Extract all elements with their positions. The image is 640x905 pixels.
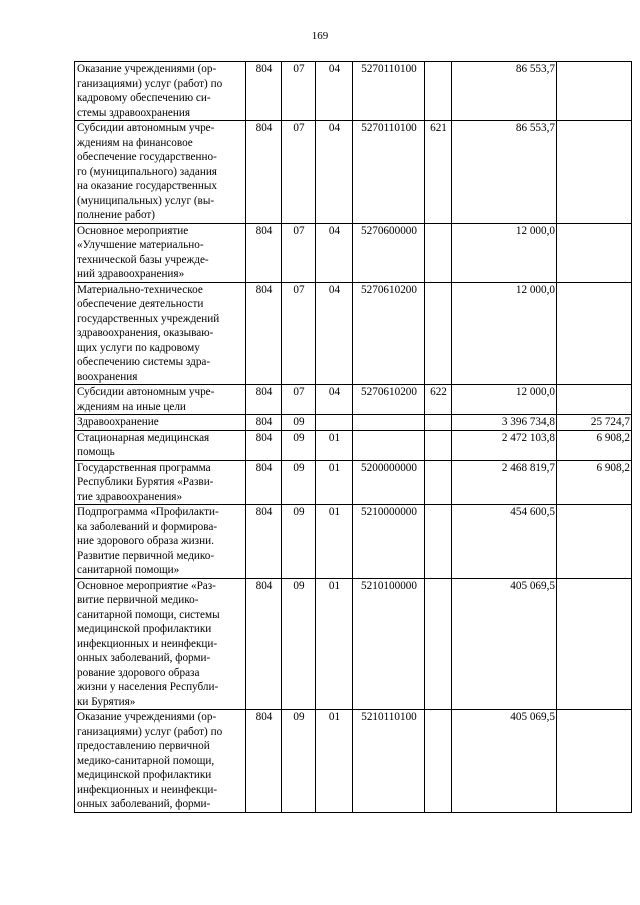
amount-value: 12 000,0 xyxy=(452,223,557,282)
section-code: 09 xyxy=(282,415,316,431)
subvention-amount-value xyxy=(557,505,632,579)
ministry-code: 804 xyxy=(246,578,282,710)
target-article-code xyxy=(353,415,425,431)
target-article-code: 5210100000 xyxy=(353,578,425,710)
section-code: 09 xyxy=(282,710,316,813)
section-code: 07 xyxy=(282,385,316,415)
target-article-code: 5200000000 xyxy=(353,460,425,505)
ministry-code: 804 xyxy=(246,62,282,121)
table-body xyxy=(75,62,632,813)
subsection-code xyxy=(316,415,353,431)
table-row xyxy=(75,282,632,385)
table-row xyxy=(75,505,632,579)
subvention-amount-value xyxy=(557,710,632,813)
amount-value: 86 553,7 xyxy=(452,62,557,121)
amount-value: 405 069,5 xyxy=(452,578,557,710)
section-code: 09 xyxy=(282,460,316,505)
item-name: Оказание учреждениями (ор- ганизациями) услуг (работ) по предоставлению первичной медико-санитарной помощи, медицинской профилактики инфекционных и неинфекци- онных заболеваний, форми- xyxy=(75,710,246,813)
subsection-code: 04 xyxy=(316,121,353,224)
ministry-code: 804 xyxy=(246,282,282,385)
section-code: 09 xyxy=(282,578,316,710)
expense-type-code xyxy=(425,578,452,710)
subsection-code: 04 xyxy=(316,385,353,415)
subvention-amount-value: 25 724,7 xyxy=(557,415,632,431)
section-code: 07 xyxy=(282,121,316,224)
item-name: Здравоохранение xyxy=(75,415,246,431)
section-code: 09 xyxy=(282,505,316,579)
page-number: 169 xyxy=(311,30,329,42)
target-article-code: 5270110100 xyxy=(353,121,425,224)
item-name: Материально-техническое обеспечение деятельности государственных учреждений здравоохранения, оказываю- щих услуги по кадровому обеспечению системы здра- воохранения xyxy=(75,282,246,385)
item-name: Субсидии автономным учре- ждениям на иные цели xyxy=(75,385,246,415)
expense-type-code: 622 xyxy=(425,385,452,415)
table-row xyxy=(75,710,632,813)
table-row xyxy=(75,62,632,121)
section-code: 07 xyxy=(282,282,316,385)
item-name: Государственная программа Республики Бурятия «Разви- тие здравоохранения» xyxy=(75,460,246,505)
amount-value: 2 472 103,8 xyxy=(452,430,557,460)
expense-type-code xyxy=(425,460,452,505)
expense-type-code xyxy=(425,282,452,385)
target-article-code: 5270600000 xyxy=(353,223,425,282)
subsection-code: 01 xyxy=(316,710,353,813)
section-code: 09 xyxy=(282,430,316,460)
expense-type-code xyxy=(425,430,452,460)
table-row xyxy=(75,385,632,415)
subvention-amount-value xyxy=(557,282,632,385)
subsection-code: 04 xyxy=(316,62,353,121)
amount-value: 3 396 734,8 xyxy=(452,415,557,431)
table-row xyxy=(75,578,632,710)
expense-type-code xyxy=(425,62,452,121)
expense-type-code xyxy=(425,710,452,813)
subvention-amount-value xyxy=(557,62,632,121)
subvention-amount-value: 6 908,2 xyxy=(557,430,632,460)
table-row xyxy=(75,430,632,460)
target-article-code: 5270110100 xyxy=(353,62,425,121)
item-name: Субсидии автономным учре- ждениям на финансовое обеспечение государственно- го (муниципального) задания на оказание государственных (муниципальных) услуг (вы- полнение работ) xyxy=(75,121,246,224)
target-article-code: 5210000000 xyxy=(353,505,425,579)
item-name: Подпрограмма «Профилакти- ка заболеваний и формирова- ние здорового образа жизни. Развитие первичной медико- санитарной помощи» xyxy=(75,505,246,579)
target-article-code: 5270610200 xyxy=(353,282,425,385)
budget-table xyxy=(74,61,632,813)
table-row xyxy=(75,121,632,224)
subvention-amount-value xyxy=(557,121,632,224)
subsection-code: 01 xyxy=(316,430,353,460)
ministry-code: 804 xyxy=(246,460,282,505)
subvention-amount-value xyxy=(557,223,632,282)
item-name: Оказание учреждениями (ор- ганизациями) услуг (работ) по кадровому обеспечению си- стемы здравоохранения xyxy=(75,62,246,121)
amount-value: 12 000,0 xyxy=(452,385,557,415)
subvention-amount-value: 6 908,2 xyxy=(557,460,632,505)
table-row xyxy=(75,223,632,282)
amount-value: 405 069,5 xyxy=(452,710,557,813)
subvention-amount-value xyxy=(557,385,632,415)
section-code: 07 xyxy=(282,223,316,282)
amount-value: 12 000,0 xyxy=(452,282,557,385)
expense-type-code xyxy=(425,223,452,282)
amount-value: 2 468 819,7 xyxy=(452,460,557,505)
target-article-code xyxy=(353,430,425,460)
amount-value: 86 553,7 xyxy=(452,121,557,224)
ministry-code: 804 xyxy=(246,505,282,579)
ministry-code: 804 xyxy=(246,710,282,813)
amount-value: 454 600,5 xyxy=(452,505,557,579)
ministry-code: 804 xyxy=(246,121,282,224)
expense-type-code: 621 xyxy=(425,121,452,224)
subsection-code: 01 xyxy=(316,505,353,579)
item-name: Основное мероприятие «Улучшение материально- технической базы учрежде- ний здравоохранения» xyxy=(75,223,246,282)
table-row xyxy=(75,415,632,431)
subvention-amount-value xyxy=(557,578,632,710)
subsection-code: 01 xyxy=(316,460,353,505)
expense-type-code xyxy=(425,505,452,579)
target-article-code: 5210110100 xyxy=(353,710,425,813)
table-row xyxy=(75,460,632,505)
subsection-code: 04 xyxy=(316,223,353,282)
subsection-code: 04 xyxy=(316,282,353,385)
ministry-code: 804 xyxy=(246,385,282,415)
subsection-code: 01 xyxy=(316,578,353,710)
ministry-code: 804 xyxy=(246,430,282,460)
ministry-code: 804 xyxy=(246,415,282,431)
target-article-code: 5270610200 xyxy=(353,385,425,415)
section-code: 07 xyxy=(282,62,316,121)
ministry-code: 804 xyxy=(246,223,282,282)
item-name: Основное мероприятие «Раз- витие первичной медико- санитарной помощи, системы медицинской профилактики инфекционных и неинфекци- онных заболеваний, форми- рование здорового образа жизни у населения Республи- ки Бурятия» xyxy=(75,578,246,710)
expense-type-code xyxy=(425,415,452,431)
item-name: Стационарная медицинская помощь xyxy=(75,430,246,460)
